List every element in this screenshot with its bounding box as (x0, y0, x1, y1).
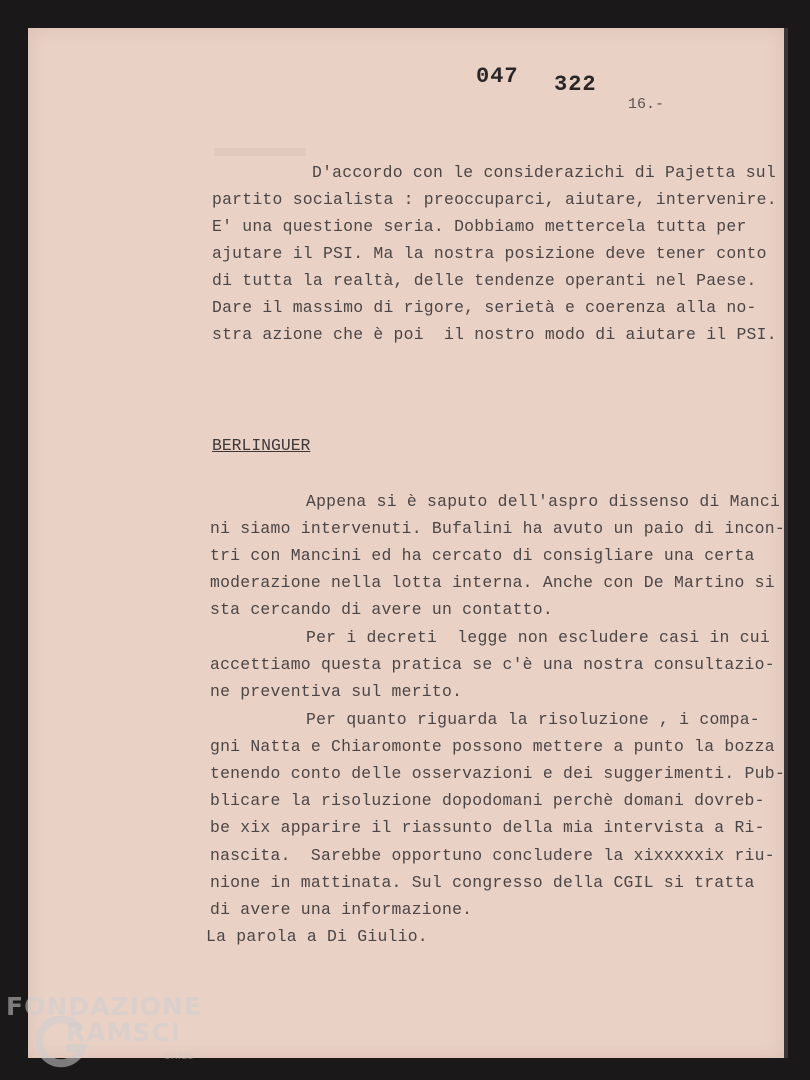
text-line: accettiamo questa pratica se c'è una nostra consultazio- (210, 655, 775, 674)
text-line: Dare il massimo di rigore, serietà e coerenza alla no- (212, 298, 757, 317)
text-line: be xix apparire il riassunto della mia intervista a Ri- (210, 818, 765, 837)
text-line: di avere una informazione. (210, 900, 473, 919)
archive-number-2: 322 (554, 72, 597, 97)
text-line: blicare la risoluzione dopodomani perchè domani dovreb- (210, 791, 765, 810)
text-line: D'accordo con le considerazichi di Pajetta sul (312, 163, 776, 182)
page-number: 16.- (628, 96, 665, 113)
archive-number-1: 047 (476, 64, 519, 89)
text-line: ni siamo intervenuti. Bufalini ha avuto un paio di incon- (210, 519, 785, 538)
text-line: Per i decreti legge non escludere casi in cui (306, 628, 770, 647)
text-line: moderazione nella lotta interna. Anche con De Martino si (210, 573, 775, 592)
text-line: Appena si è saputo dell'aspro dissenso di Manci (306, 492, 781, 511)
text-line: ajutare il PSI. Ma la nostra posizione deve tener conto (212, 244, 767, 263)
speaker-heading: BERLINGUER (212, 436, 311, 455)
text-line: nione in mattinata. Sul congresso della CGIL si tratta (210, 873, 755, 892)
text-line: di tutta la realtà, delle tendenze operanti nel Paese. (212, 271, 757, 290)
text-line: partito socialista : preoccuparci, aiutare, intervenire. (212, 190, 777, 209)
text-line: nascita. Sarebbe opportuno concludere la xixxxxxix riu- (210, 846, 775, 865)
text-line: gni Natta e Chiaromonte possono mettere a punto la bozza (210, 737, 775, 756)
text-line: E' una questione seria. Dobbiamo mettercela tutta per (212, 217, 747, 236)
text-line: tri con Mancini ed ha cercato di consigliare una certa (210, 546, 755, 565)
text-line: tenendo conto delle osservazioni e dei suggerimenti. Pub- (210, 764, 785, 783)
text-line: Per quanto riguarda la risoluzione , i compa- (306, 710, 760, 729)
page-edge (784, 28, 788, 1058)
fondazione-gramsci-watermark (6, 992, 206, 1072)
text-line: stra azione che è poi il nostro modo di aiutare il PSI. (212, 325, 777, 344)
watermark-title: FONDAZIONE (6, 992, 203, 1021)
text-line: La parola a Di Giulio. (206, 927, 428, 946)
watermark-onlus: onlus (164, 1049, 194, 1062)
text-line: sta cercando di avere un contatto. (210, 600, 553, 619)
watermark-subtitle: RAMSCI (66, 1018, 182, 1047)
bleed-through-mark (214, 148, 306, 156)
text-line: ne preventiva sul merito. (210, 682, 463, 701)
